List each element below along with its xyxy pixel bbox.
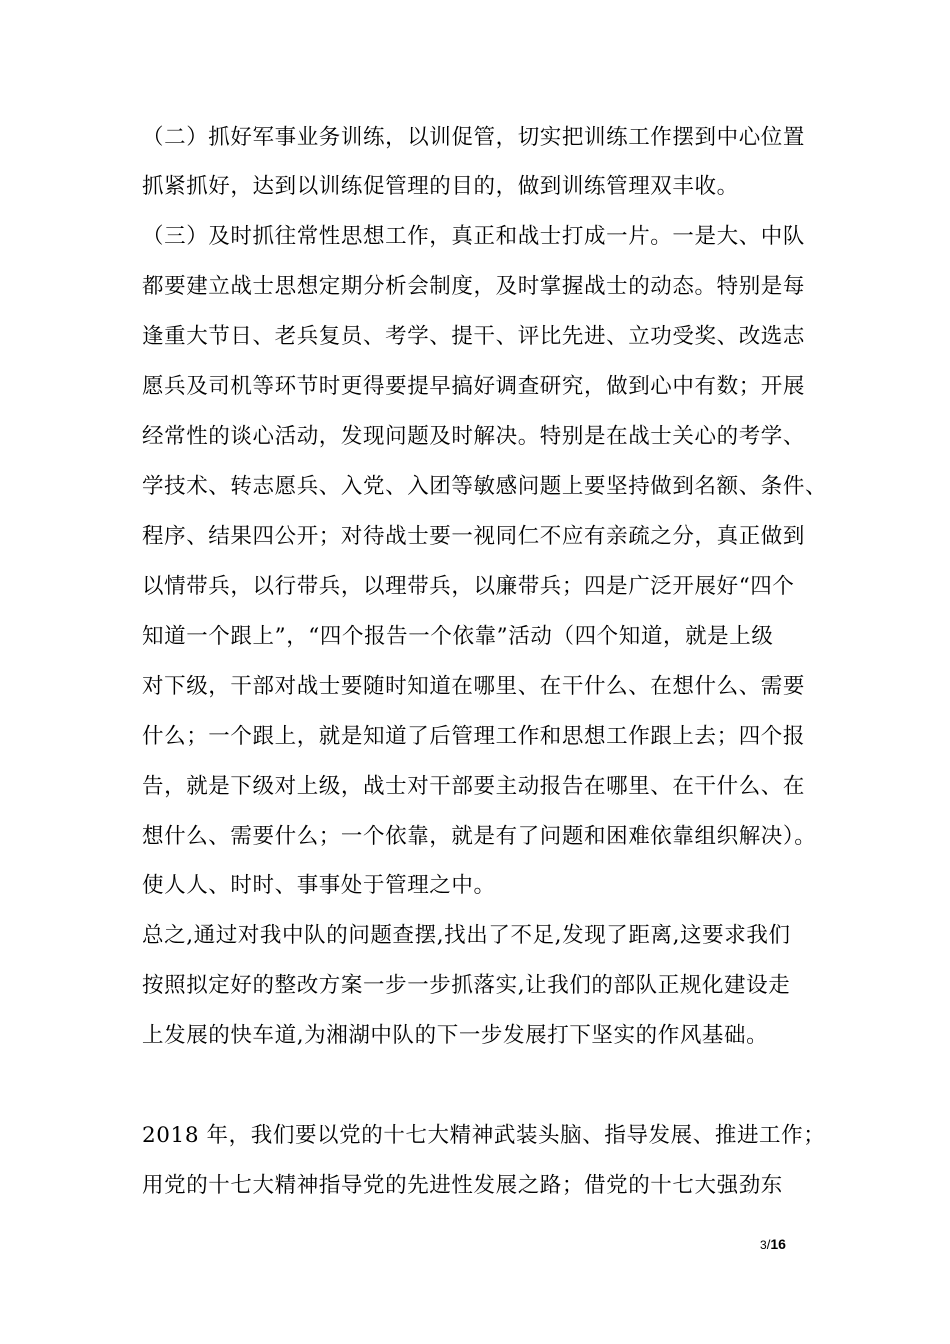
text-line: 想什么、需要什么；一个依靠，就是有了问题和困难依靠组织解决）。: [142, 824, 817, 849]
page-separator: /: [766, 1237, 771, 1252]
text-line: 以情带兵，以行带兵，以理带兵，以廉带兵；四是广泛开展好“四个: [142, 574, 795, 599]
text-line: （三）及时抓往常性思想工作，真正和战士打成一片。一是大、中队: [142, 224, 806, 249]
text-line: 用党的十七大精神指导党的先进性发展之路；借党的十七大强劲东: [142, 1173, 783, 1198]
text-line: 愿兵及司机等环节时更得要提早搞好调查研究，做到心中有数；开展: [142, 374, 806, 399]
text-line: 学技术、转志愿兵、入党、入团等敏感问题上要坚持做到名额、条件、: [142, 474, 828, 499]
page-number: [760, 1236, 786, 1252]
text-line: 知道一个跟上”，“四个报告一个依靠”活动（四个知道，就是上级: [142, 624, 774, 649]
total-pages-number: 16: [770, 1236, 786, 1252]
text-line: 抓紧抓好，达到以训练促管理的目的，做到训练管理双丰收。: [142, 174, 739, 199]
current-page-number: 3: [760, 1238, 767, 1252]
text-line: 总之,通过对我中队的问题查摆,找出了不足,发现了距离,这要求我们: [142, 923, 791, 948]
text-line: 逢重大节日、老兵复员、考学、提干、评比先进、立功受奖、改选志: [142, 324, 806, 349]
text-line: （二）抓好军事业务训练，以训促管，切实把训练工作摆到中心位置: [142, 125, 806, 150]
text-line: 上发展的快车道,为湘湖中队的下一步发展打下坚实的作风基础。: [142, 1023, 769, 1048]
text-line: 什么；一个跟上，就是知道了后管理工作和思想工作跟上去；四个报: [142, 724, 806, 749]
text-line: 经常性的谈心活动，发现问题及时解决。特别是在战士关心的考学、: [142, 424, 806, 449]
text-line: 告，就是下级对上级，战士对干部要主动报告在哪里、在干什么、在: [142, 774, 806, 799]
text-line: 按照拟定好的整改方案一步一步抓落实,让我们的部队正规化建设走: [142, 973, 791, 998]
text-line: 都要建立战士思想定期分析会制度，及时掌握战士的动态。特别是每: [142, 274, 806, 299]
text-line: 程序、结果四公开；对待战士要一视同仁不应有亲疏之分，真正做到: [142, 524, 806, 549]
text-line: 对下级，干部对战士要随时知道在哪里、在干什么、在想什么、需要: [142, 674, 806, 699]
text-line: 2018 年，我们要以党的十七大精神武装头脑、指导发展、推进工作；: [142, 1123, 826, 1148]
text-line: 使人人、时时、事事处于管理之中。: [142, 873, 496, 898]
